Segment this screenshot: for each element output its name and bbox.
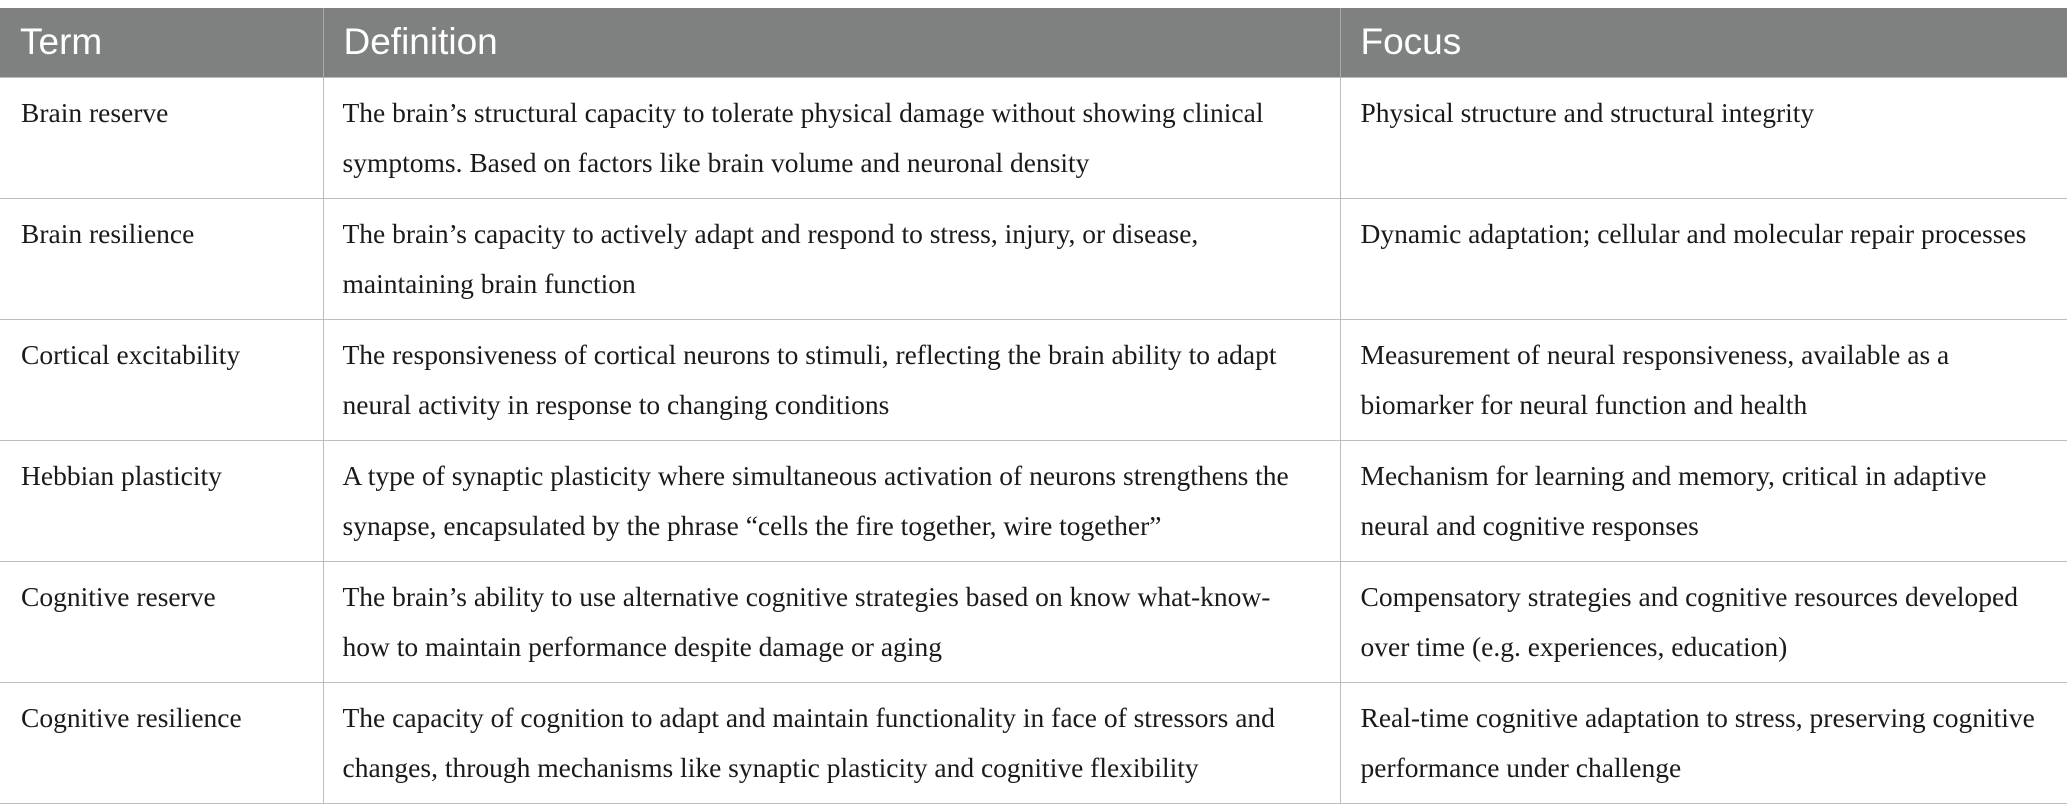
header-term: Term <box>0 8 323 77</box>
cell-term: Brain reserve <box>0 77 323 198</box>
cell-focus: Mechanism for learning and memory, critical in adaptive neural and cognitive responses <box>1340 440 2067 561</box>
cell-definition: The brain’s capacity to actively adapt and respond to stress, injury, or disease, maintaining brain function <box>323 198 1340 319</box>
cell-definition: The brain’s ability to use alternative cognitive strategies based on know what-know-how to maintain performance despite damage or aging <box>323 561 1340 682</box>
cell-term: Brain resilience <box>0 198 323 319</box>
table-row <box>0 682 2067 803</box>
cell-term: Hebbian plasticity <box>0 440 323 561</box>
cell-focus: Compensatory strategies and cognitive resources developed over time (e.g. experiences, education) <box>1340 561 2067 682</box>
cell-definition: The brain’s structural capacity to tolerate physical damage without showing clinical symptoms. Based on factors like brain volume and neuronal density <box>323 77 1340 198</box>
cell-definition: The responsiveness of cortical neurons to stimuli, reflecting the brain ability to adapt neural activity in response to changing conditions <box>323 319 1340 440</box>
cell-term: Cortical excitability <box>0 319 323 440</box>
table-body <box>0 77 2067 803</box>
cell-focus: Dynamic adaptation; cellular and molecular repair processes <box>1340 198 2067 319</box>
cell-definition: A type of synaptic plasticity where simultaneous activation of neurons strengthens the synapse, encapsulated by the phrase “cells the fire together, wire together” <box>323 440 1340 561</box>
cell-term: Cognitive reserve <box>0 561 323 682</box>
table-row <box>0 198 2067 319</box>
terms-table-container <box>0 8 2067 804</box>
cell-definition: The capacity of cognition to adapt and maintain functionality in face of stressors and changes, through mechanisms like synaptic plasticity and cognitive flexibility <box>323 682 1340 803</box>
table-header <box>0 8 2067 77</box>
header-focus: Focus <box>1340 8 2067 77</box>
table-row <box>0 319 2067 440</box>
cell-focus: Real-time cognitive adaptation to stress, preserving cognitive performance under challenge <box>1340 682 2067 803</box>
cell-focus: Physical structure and structural integrity <box>1340 77 2067 198</box>
table-row <box>0 440 2067 561</box>
table-row <box>0 77 2067 198</box>
table-row <box>0 561 2067 682</box>
cell-term: Cognitive resilience <box>0 682 323 803</box>
header-row <box>0 8 2067 77</box>
terms-table <box>0 8 2067 804</box>
header-definition: Definition <box>323 8 1340 77</box>
cell-focus: Measurement of neural responsiveness, available as a biomarker for neural function and health <box>1340 319 2067 440</box>
